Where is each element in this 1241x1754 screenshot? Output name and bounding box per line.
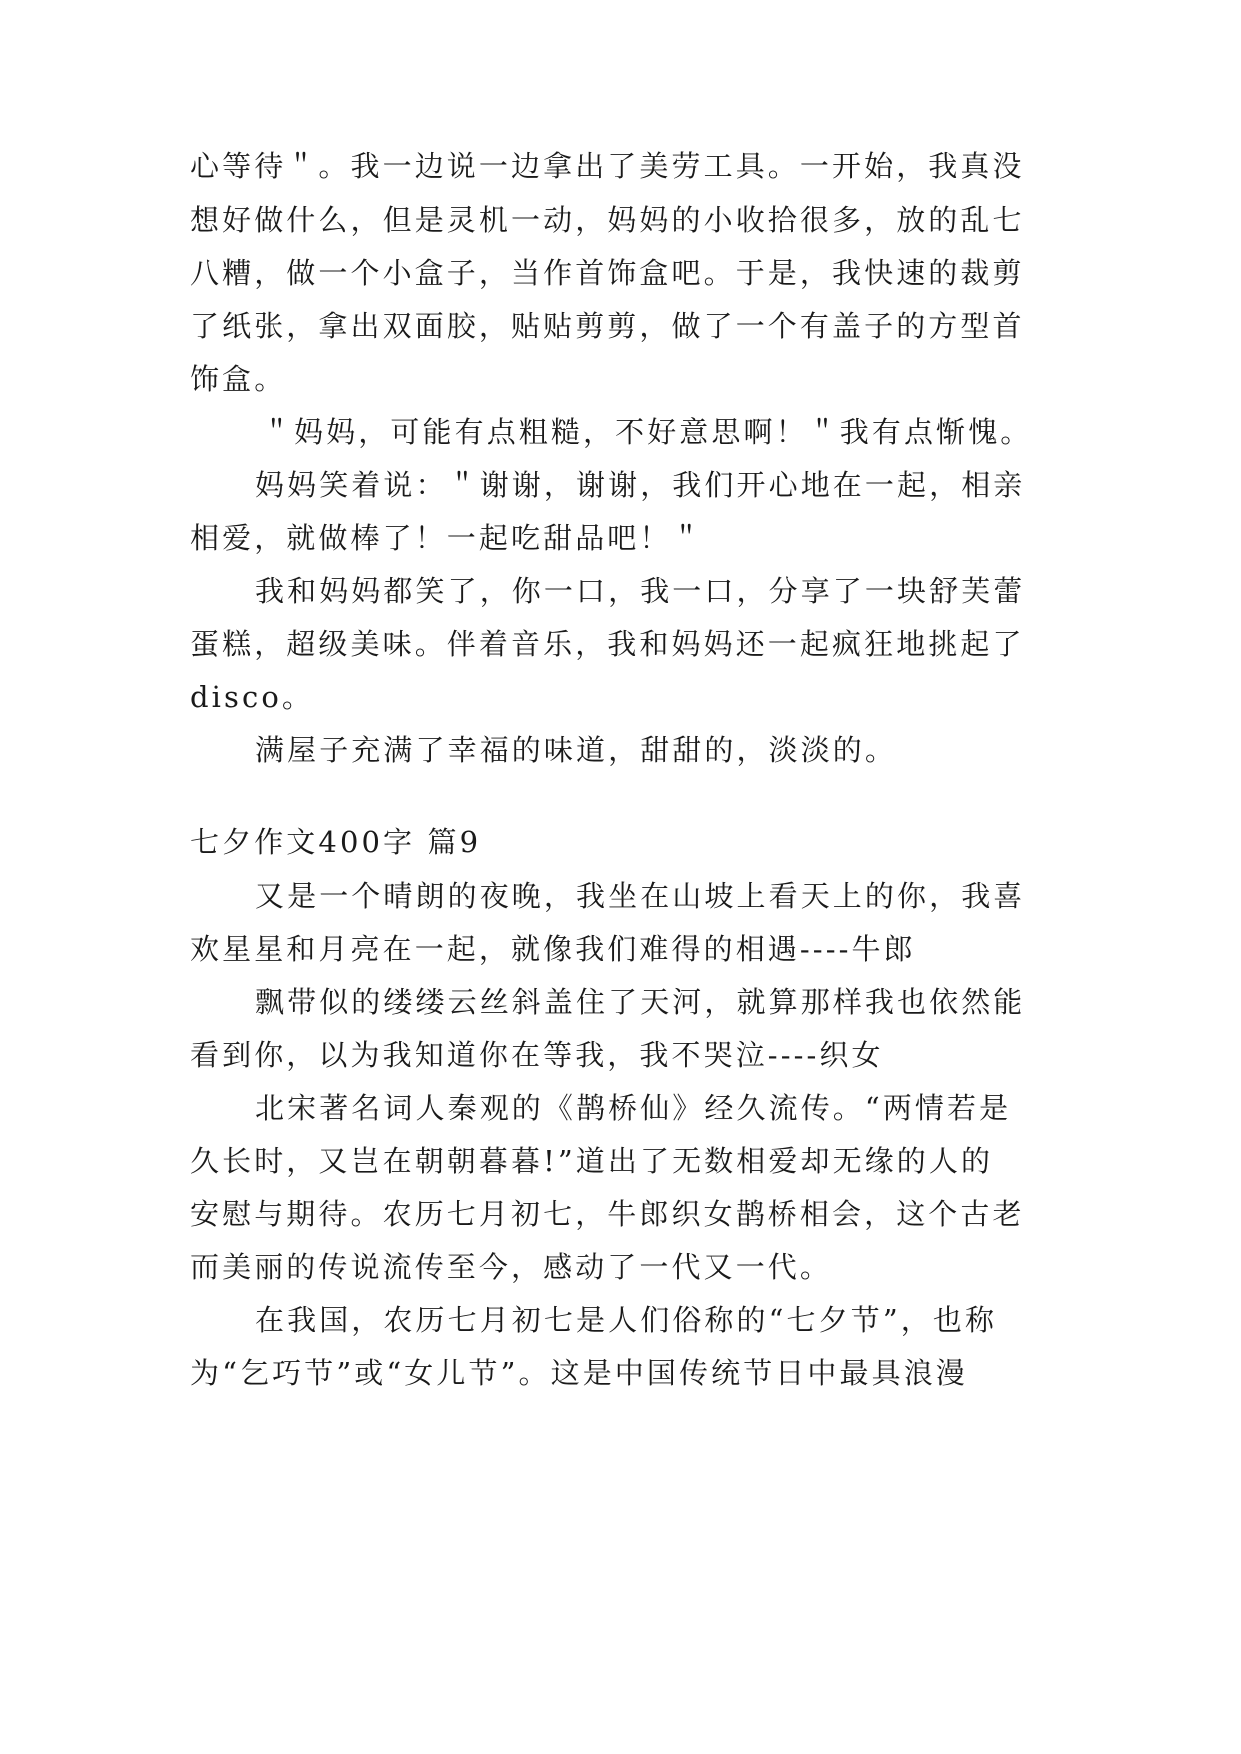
paragraph-line: ＂妈妈，可能有点粗糙，不好意思啊！＂我有点惭愧。 — [262, 415, 1033, 449]
paragraph-line: 飘带似的缕缕云丝斜盖住了天河，就算那样我也依然能 — [255, 985, 1026, 1019]
paragraph-line: 又是一个晴朗的夜晚，我坐在山坡上看天上的你，我喜 — [255, 879, 1026, 913]
paragraph-line: 看到你，以为我知道你在等我，我不哭泣----织女 — [190, 1038, 884, 1072]
paragraph-line: 在我国，农历七月初七是人们俗称的“七夕节”，也称 — [255, 1303, 998, 1337]
paragraph-line: 想好做什么，但是灵机一动，妈妈的小收拾很多，放的乱七 — [190, 203, 1025, 237]
paragraph-line: 安慰与期待。农历七月初七，牛郎织女鹊桥相会，这个古老 — [190, 1197, 1025, 1231]
paragraph-line: 蛋糕，超级美味。伴着音乐，我和妈妈还一起疯狂地挑起了 — [190, 627, 1025, 661]
paragraph-line: 心等待＂。我一边说一边拿出了美劳工具。一开始，我真没 — [190, 149, 1025, 183]
section-heading: 七夕作文400字 篇9 — [190, 825, 482, 859]
paragraph-line: 北宋著名词人秦观的《鹊桥仙》经久流传。“两情若是 — [255, 1091, 1012, 1125]
paragraph-line: 妈妈笑着说：＂谢谢，谢谢，我们开心地在一起，相亲 — [255, 468, 1026, 502]
paragraph-line: 而美丽的传说流传至今，感动了一代又一代。 — [190, 1250, 833, 1284]
paragraph-line: 相爱，就做棒了！一起吃甜品吧！＂ — [190, 521, 704, 555]
paragraph-line: 久长时，又岂在朝朝暮暮!”道出了无数相爱却无缘的人的 — [190, 1144, 994, 1178]
paragraph-line: 我和妈妈都笑了，你一口，我一口，分享了一块舒芙蕾 — [255, 574, 1026, 608]
paragraph-line: 八糟，做一个小盒子，当作首饰盒吧。于是，我快速的裁剪 — [190, 256, 1025, 290]
paragraph-line: 为“乞巧节”或“女儿节”。这是中国传统节日中最具浪漫 — [190, 1356, 968, 1390]
paragraph-line: 饰盒。 — [190, 362, 287, 396]
paragraph-line: 欢星星和月亮在一起，就像我们难得的相遇----牛郎 — [190, 932, 916, 966]
paragraph-line: 了纸张，拿出双面胶，贴贴剪剪，做了一个有盖子的方型首 — [190, 309, 1025, 343]
paragraph-line: 满屋子充满了幸福的味道，甜甜的，淡淡的。 — [255, 733, 898, 767]
paragraph-line: disco。 — [190, 680, 315, 714]
